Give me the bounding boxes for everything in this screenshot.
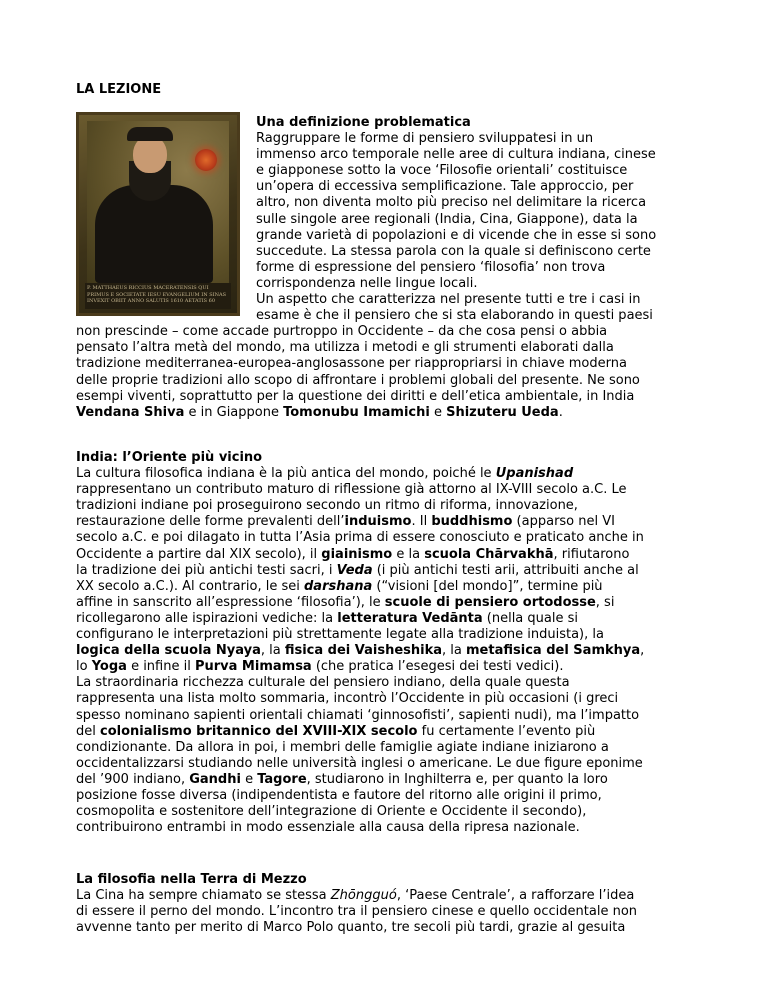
page-heading: LA LEZIONE: [76, 82, 162, 97]
name-ueda: Shizuteru Ueda: [446, 404, 559, 420]
paragraph-line: non prescinde – come accade purtroppo in Occidente – da che cosa pensi o abbia: [76, 324, 608, 340]
paragraph-line: configurano le interpretazioni più strettamente legate alla tradizione induista), la: [76, 627, 604, 643]
paragraph-line: Occidente a partire dal XIX secolo), il giainismo e la scuola Chārvakhā, rifiutarono: [76, 546, 630, 562]
paragraph-line: altro, non diventa molto più preciso nel delimitare la ricerca: [256, 195, 647, 211]
paragraph-line: cosmopolita e sostenitore dell’integrazione di Oriente e Occidente il secondo),: [76, 804, 587, 820]
section-title: La filosofia nella Terra di Mezzo: [76, 872, 307, 887]
paragraph-line: esame è che il pensiero che si sta elaborando in questi paesi: [256, 308, 653, 324]
paragraph-line: delle proprie tradizioni allo scopo di affrontare i problemi globali del presente. Ne sono: [76, 372, 640, 388]
paragraph-line: grande varietà di popolazioni e di vicende che in esse si sono: [256, 227, 657, 243]
paragraph-line: ricollegarono alle ispirazioni vediche: la letteratura Vedānta (nella quale si: [76, 610, 578, 626]
paragraph-line: rappresenta una lista molto sommaria, incontrò l’Occidente in più occasioni (i greci: [76, 691, 619, 707]
paragraph-line: sulle singole aree regionali (India, Cina, Giappone), data la: [256, 211, 638, 227]
section-title: Una definizione problematica: [256, 115, 471, 130]
paragraph-line: La Cina ha sempre chiamato se stessa Zhōngguó, ‘Paese Centrale’, a rafforzare l’idea: [76, 888, 635, 904]
paragraph-line: e giapponese sotto la voce ‘Filosofie orientali’ costituisce: [256, 163, 628, 179]
paragraph-line: Raggruppare le forme di pensiero sviluppatesi in un: [256, 131, 594, 147]
paragraph-line: occidentalizzarsi studiando nelle università inglesi o americane. Le due figure eponime: [76, 755, 643, 771]
paragraph-line: succedute. La stessa parola con la quale si definiscono certe: [256, 243, 651, 259]
paragraph-line: del ’900 indiano, Gandhi e Tagore, studiarono in Inghilterra e, per quanto la loro: [76, 771, 608, 787]
paragraph-line: di essere il perno del mondo. L’incontro tra il pensiero cinese e quello occidentale non: [76, 904, 638, 920]
paragraph-line: logica della scuola Nyaya, la fisica dei Vaisheshika, la metafisica del Samkhya,: [76, 643, 645, 659]
paragraph-line: immenso arco temporale nelle aree di cultura indiana, cinese: [256, 147, 656, 163]
section-india: [76, 450, 644, 836]
paragraph-line: un’opera di eccessiva semplificazione. Tale approccio, per: [256, 179, 634, 195]
paragraph-line: spesso nominano sapienti orientali chiamati ‘ginnosofisti’, sapienti nudi), ma l’impatto: [76, 707, 640, 723]
paragraph-line: avvenne tanto per merito di Marco Polo quanto, tre secoli più tardi, grazie al gesuita: [76, 920, 626, 936]
paragraph-line: La cultura filosofica indiana è la più antica del mondo, poiché le Upanishad: [76, 466, 574, 482]
paragraph-line: XX secolo a.C.). Al contrario, le sei darshana (“visioni [del mondo]”, termine più: [76, 578, 603, 594]
section-title: India: l’Oriente più vicino: [76, 450, 263, 465]
section-cina: [76, 872, 637, 936]
paragraph-line: la tradizione dei più antichi testi sacri, i Veda (i più antichi testi arii, attribuiti anche al: [76, 562, 639, 578]
paragraph-line: posizione fosse diversa (indipendentista e fautore del ritorno alle origini il primo,: [76, 787, 602, 803]
name-vendana-shiva: Vendana Shiva: [76, 404, 185, 420]
paragraph-line: forme di espressione del pensiero ‘filosofia’ non trova: [256, 259, 606, 275]
paragraph-line: condizionante. Da allora in poi, i membri delle famiglie agiate indiane iniziarono a: [76, 739, 609, 755]
paragraph-line: affine in sanscrito all’espressione ‘filosofia’), le scuole di pensiero ortodosse, si: [76, 594, 615, 610]
paragraph-line: lo Yoga e infine il Purva Mimamsa (che pratica l’esegesi dei testi vedici).: [76, 659, 564, 675]
paragraph-line: tradizioni indiane poi proseguirono secondo un ritmo di riforma, innovazione,: [76, 498, 578, 514]
paragraph-line: restaurazione delle forme prevalenti dell’induismo. Il buddhismo (apparso nel VI: [76, 514, 615, 530]
name-imamichi: Tomonubu Imamichi: [283, 404, 430, 420]
paragraph-line: Vendana Shiva e in Giappone Tomonubu Imamichi e Shizuteru Ueda.: [76, 404, 563, 420]
paragraph-line: del colonialismo britannico del XVIII-XIX secolo fu certamente l’evento più: [76, 723, 596, 739]
section-definizione: [76, 115, 656, 421]
paragraph-line: contribuirono entrambi in modo essenziale alla causa della ripresa nazionale.: [76, 820, 580, 836]
paragraph-line: esempi viventi, soprattutto per la questione dei diritti e dell’etica ambientale, in India: [76, 388, 635, 404]
portrait-caption: P. MATTHAEUS RICCIUS MACERATENSIS QUI PRIMUS E SOCIETATE IESU EVANGELIUM IN SINAS INVEXIT OBIIT ANNO SALUTIS 1610 AETATIS 60: [85, 283, 231, 309]
paragraph-line: Un aspetto che caratterizza nel presente tutti e tre i casi in: [256, 292, 641, 308]
paragraph-line: rappresentano un contributo maturo di riflessione già attorno al IX-VIII secolo a.C. Le: [76, 482, 627, 498]
paragraph-line: tradizione mediterranea-europea-anglosassone per riappropriarsi in chiave moderna: [76, 356, 627, 372]
paragraph-line: secolo a.C. e poi dilagato in tutta l’Asia prima di essere conosciuto e praticato anche in: [76, 530, 644, 546]
paragraph-line: pensato l’altra metà del mondo, ma utilizza i metodi e gli strumenti elaborati dalla: [76, 340, 614, 356]
paragraph-line: La straordinaria ricchezza culturale del pensiero indiano, della quale questa: [76, 675, 570, 691]
paragraph-line: corrispondenza nelle lingue locali.: [256, 275, 478, 291]
